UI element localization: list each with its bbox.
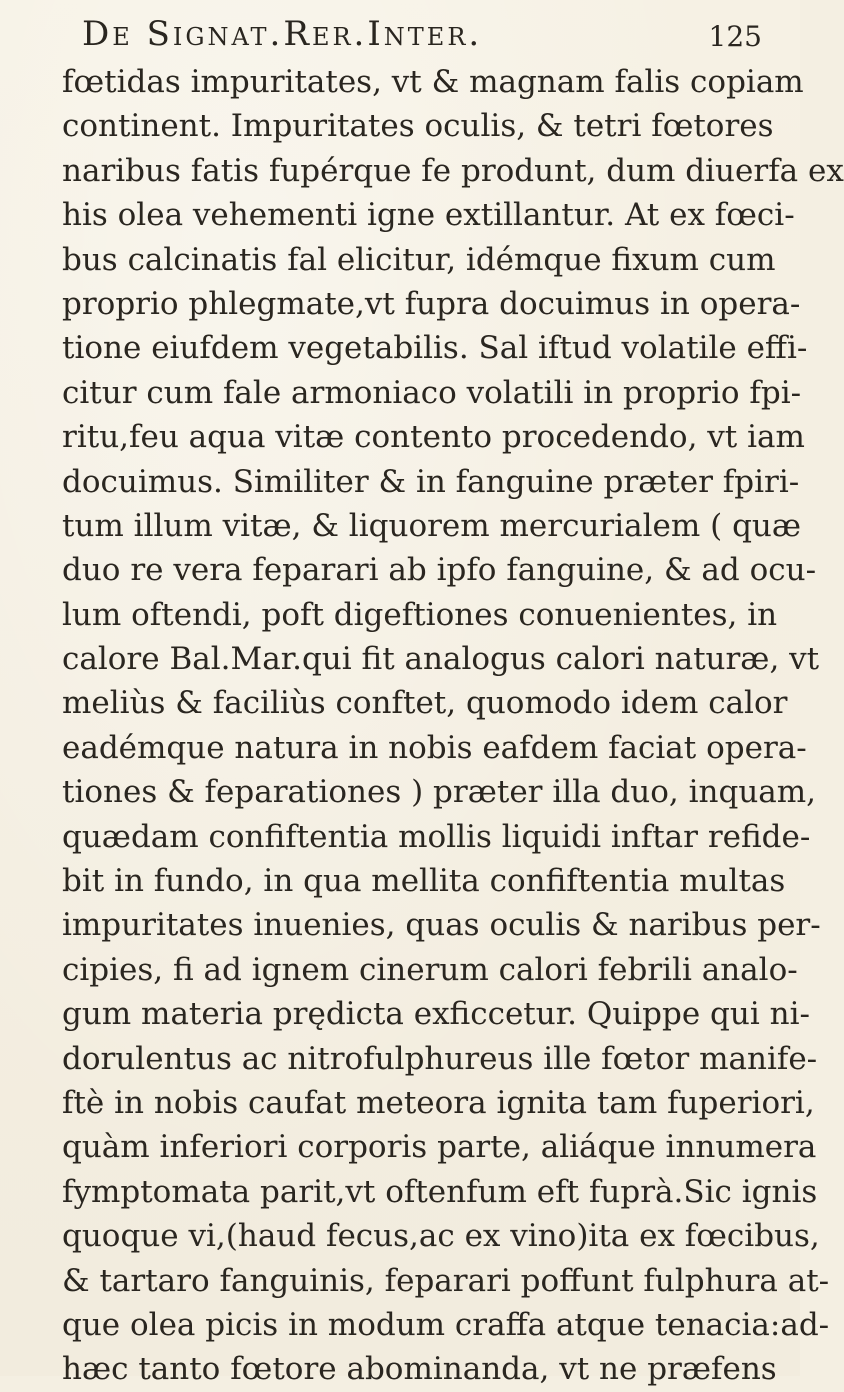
text-line: his olea vehementi igne extillantur. At ex fœci- [62,197,795,234]
page-number: 125 [708,20,762,53]
text-line: que olea picis in modum craffa atque tenacia:ad- [62,1306,830,1343]
text-line: quoque vi,(haud fecus,ac ex vino)ita ex fœcibus, [62,1218,820,1255]
text-line: docuimus. Similiter & in fanguine præter fpiri- [62,463,800,500]
text-line: meliùs & faciliùs conftet, quomodo idem calor [62,685,788,722]
text-line: tum illum vitæ, & liquorem mercurialem ( quæ [62,507,802,544]
text-line: continent. Impuritates oculis, & tetri fœtores [62,108,774,145]
running-title: De Signat.Rer.Inter. [82,14,483,54]
text-line: impuritates inuenies, quas oculis & naribus per- [62,907,821,944]
text-line: fymptomata parit,vt oftenfum eft fuprà.Sic ignis [62,1173,818,1210]
text-line: tiones & feparationes ) præter illa duo, inquam, [62,774,817,811]
text-line: lum oftendi, poft digeftiones conuenientes, in [62,596,778,633]
text-line: duo re vera feparari ab ipfo fanguine, & ad ocu- [62,552,817,589]
body-text [62,60,844,1392]
text-line: bus calcinatis fal elicitur, idémque fixum cum [62,241,776,278]
text-line: ritu,feu aqua vitæ contento procedendo, vt iam [62,419,805,456]
text-line: hæc tanto fœtore abominanda, vt ne præfens [62,1351,777,1388]
text-line: quædam confiftentia mollis liquidi inftar refide- [62,818,811,855]
text-line: fœtidas impuritates, vt & magnam falis copiam [62,64,804,100]
text-line: calore Bal.Mar.qui fit analogus calori naturæ, vt [62,641,820,678]
text-line: bit in fundo, in qua mellita confiftentia multas [62,863,786,900]
text-line: ftè in nobis caufat meteora ignita tam fuperiori, [62,1084,815,1121]
text-line: dorulentus ac nitrofulphureus ille fœtor manife- [62,1040,818,1077]
text-line: naribus fatis fupérque fe produnt, dum diuerfa ex [62,152,844,189]
text-line: quàm inferiori corporis parte, aliáque innumera [62,1129,817,1166]
running-head [82,14,762,60]
text-line: proprio phlegmate,vt fupra docuimus in opera- [62,285,801,322]
text-line: & tartaro fanguinis, feparari poffunt fulphura at- [62,1262,830,1299]
text-line: eadémque natura in nobis eafdem faciat opera- [62,729,807,766]
text-line: citur cum fale armoniaco volatili in proprio fpi- [62,374,802,411]
text-line: tione eiufdem vegetabilis. Sal iftud volatile effi- [62,330,808,367]
text-line: gum materia prędicta exficcetur. Quippe qui ni- [62,996,810,1033]
text-line: cipies, fi ad ignem cinerum calori febrili analo- [62,951,798,988]
